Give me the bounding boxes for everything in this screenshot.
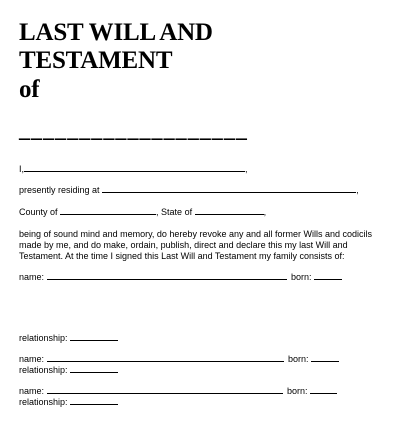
i-suffix: ,	[245, 164, 248, 174]
relationship-label: relationship:	[19, 333, 68, 343]
document-title-line-2: TESTAMENT	[19, 47, 173, 74]
relationship-blank-1[interactable]	[70, 331, 118, 341]
testator-name-line: ___________________	[19, 117, 248, 142]
born-blank-1[interactable]	[314, 270, 342, 280]
born-label: born:	[287, 386, 308, 396]
residence-blank[interactable]	[102, 183, 356, 193]
relationship-3-line	[19, 395, 118, 408]
born-label: born:	[291, 272, 312, 282]
county-state-line	[19, 205, 266, 218]
family-name-blank-2[interactable]	[47, 352, 284, 362]
born-label: born:	[288, 354, 309, 364]
residing-label: presently residing at	[19, 185, 100, 195]
state-suffix: ,	[263, 207, 267, 217]
residing-suffix: ,	[356, 185, 359, 195]
document-title-line-3: of	[19, 76, 40, 103]
relationship-blank-2[interactable]	[70, 363, 118, 373]
relationship-1-line	[19, 331, 118, 344]
family-member-1-line	[19, 270, 342, 283]
residence-line	[19, 183, 359, 196]
relationship-label: relationship:	[19, 397, 68, 407]
testator-name-blank[interactable]	[24, 162, 245, 172]
family-name-blank-3[interactable]	[47, 384, 283, 394]
relationship-blank-3[interactable]	[70, 395, 118, 405]
state-label: , State of	[156, 207, 193, 217]
family-name-blank-1[interactable]	[47, 270, 287, 280]
county-label: County of	[19, 207, 58, 217]
name-label: name:	[19, 354, 45, 364]
relationship-label: relationship:	[19, 365, 68, 375]
born-blank-3[interactable]	[310, 384, 337, 394]
document-title-line-1: LAST WILL AND	[19, 19, 213, 46]
testator-line	[19, 162, 248, 175]
declaration-paragraph: being of sound mind and memory, do hereby revoke any and all former Wills and codicils made by me, and do make, ordain, publish, direct and declare this my last Will and Testament. At the time I signed this Last Will and Testament my family consists of:	[19, 229, 373, 261]
i-label: I,	[19, 164, 25, 174]
born-blank-2[interactable]	[311, 352, 339, 362]
county-blank[interactable]	[60, 205, 156, 215]
name-label: name:	[19, 386, 45, 396]
relationship-2-line	[19, 363, 118, 376]
name-label: name:	[19, 272, 45, 282]
state-blank[interactable]	[195, 205, 264, 215]
